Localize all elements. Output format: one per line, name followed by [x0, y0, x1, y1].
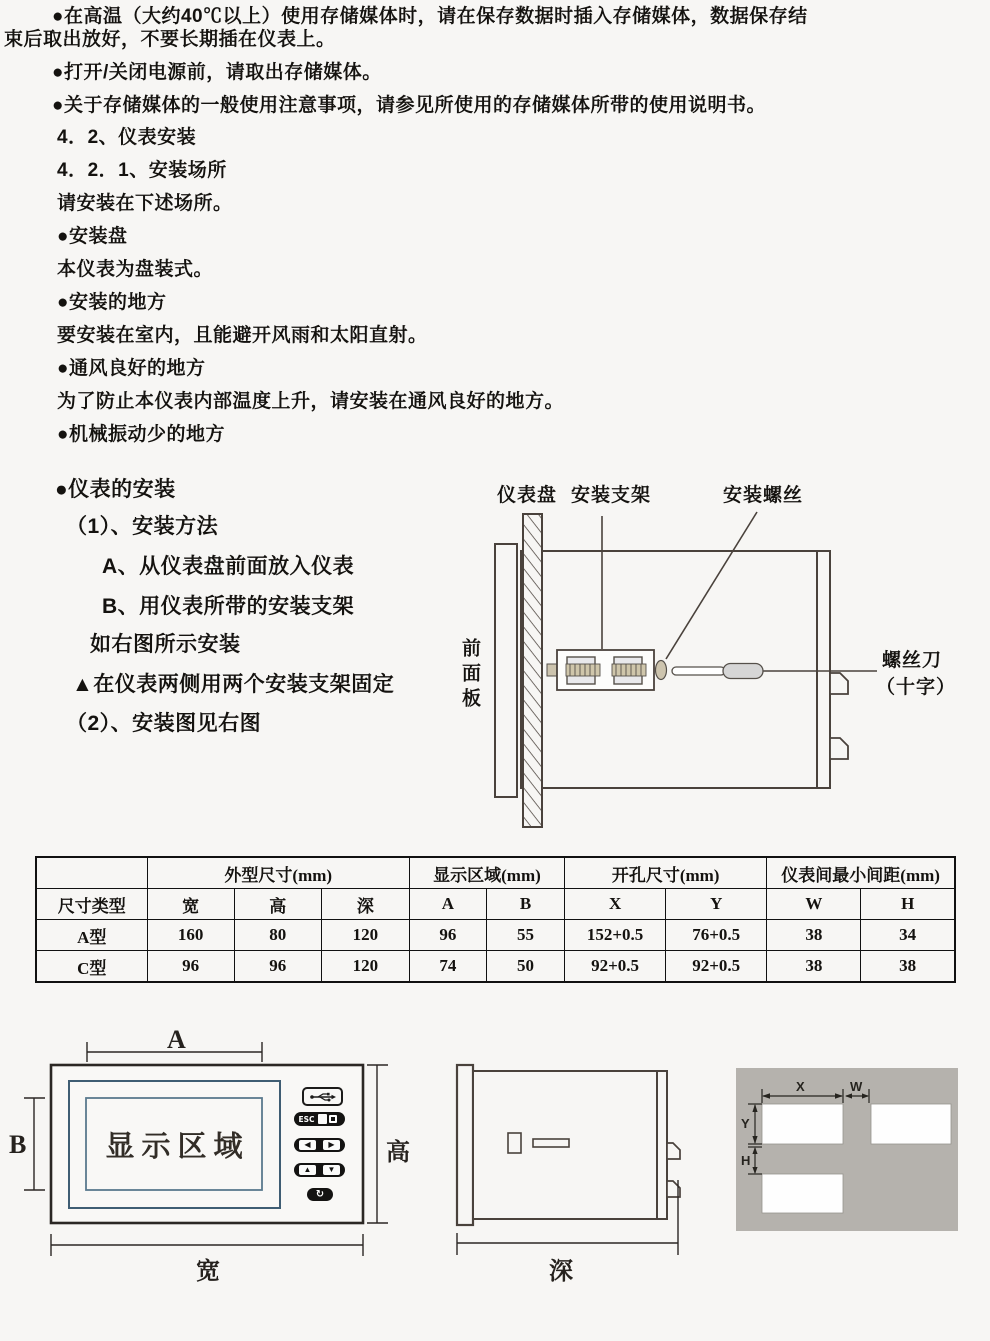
section-heading: 4．2、仪表安装 [57, 127, 197, 148]
col-group-spacing: 仪表间最小间距(mm) [767, 857, 955, 889]
table-corner-cell [36, 857, 147, 889]
text-line: 本仪表为盘装式。 [57, 259, 214, 280]
text-line: 如右图所示安装 [90, 633, 241, 656]
latch-tab [830, 673, 848, 694]
text-line: ●安装盘 [57, 226, 128, 247]
col-group-outline: 外型尺寸(mm) [147, 857, 409, 889]
enter-icon: ↻ [315, 1189, 325, 1200]
cell: 96 [147, 951, 234, 983]
text-line: ●通风良好的地方 [57, 358, 206, 379]
text-line: B、用仪表所带的安装支架 [102, 595, 355, 618]
cutout-hole [762, 1104, 843, 1144]
cell: 96 [409, 920, 486, 951]
dim-label-width: 宽 [196, 1259, 220, 1285]
up-arrow-icon: ▲ [299, 1165, 316, 1175]
text-line: ●安装的地方 [57, 292, 167, 313]
cutout-hole [762, 1174, 843, 1213]
cutout-hole [871, 1104, 951, 1144]
row-type: A型 [36, 920, 147, 951]
sub-header: B [486, 889, 564, 920]
dim-label-depth: 深 [549, 1259, 573, 1285]
mounting-screw-head [656, 661, 667, 680]
enter-button [307, 1188, 333, 1201]
cell: 74 [409, 951, 486, 983]
menu-square-icon [329, 1115, 337, 1123]
text-line: 束后取出放好，不要长期插在仪表上。 [4, 29, 336, 50]
dim-label-h: H [741, 1153, 751, 1168]
label-mounting-screw: 安装螺丝 [723, 485, 804, 506]
text-line: ●在高温（大约40℃以上）使用存储媒体时，请在保存数据时插入存储媒体，数据保存结 [52, 6, 808, 27]
usb-icon [309, 1092, 337, 1102]
text-line: （2）、安装图见右图 [66, 712, 262, 735]
size-type-header: 尺寸类型 [36, 889, 147, 920]
cell: 120 [321, 920, 409, 951]
right-arrow-icon: ▶ [323, 1140, 340, 1150]
text-line: ●打开/关闭电源前，请取出存储媒体。 [52, 62, 382, 83]
left-arrow-icon: ◀ [299, 1140, 316, 1150]
sub-header: 高 [234, 889, 321, 920]
table-row [36, 951, 955, 983]
dimension-table [35, 856, 956, 983]
label-screwdriver-type: （十字） [876, 677, 957, 698]
panel-hatch-bar [523, 514, 542, 827]
cell: 50 [486, 951, 564, 983]
cell: 38 [767, 951, 861, 983]
esc-menu-button-pair [294, 1112, 345, 1126]
col-group-display: 显示区域(mm) [409, 857, 564, 889]
label-screwdriver: 螺丝刀 [882, 650, 943, 671]
text-line: 请安装在下述场所。 [57, 193, 233, 214]
table-row [36, 920, 955, 951]
cell: 38 [861, 951, 955, 983]
cell: 76+0.5 [666, 920, 767, 951]
text-line: ●仪表的安装 [55, 478, 176, 501]
sub-header: W [767, 889, 861, 920]
row-type: C型 [36, 951, 147, 983]
esc-button: ESC [298, 1114, 315, 1124]
text-line: （1）、安装方法 [66, 515, 219, 538]
dim-label-w: W [850, 1079, 863, 1094]
sub-header: 宽 [147, 889, 234, 920]
cell: 120 [321, 951, 409, 983]
text-line: 为了防止本仪表内部温度上升，请安装在通风良好的地方。 [57, 391, 565, 412]
cell: 55 [486, 920, 564, 951]
col-group-cutout: 开孔尺寸(mm) [565, 857, 767, 889]
label-mounting-bracket: 安装支架 [571, 485, 652, 506]
section-heading: 4．2．1、安装场所 [57, 160, 227, 181]
usb-button [302, 1087, 343, 1106]
label-instrument-panel: 仪表盘 [497, 485, 558, 506]
cell: 34 [861, 920, 955, 951]
up-down-button-pair [294, 1163, 345, 1177]
sub-header: 深 [321, 889, 409, 920]
text-line: ●关于存储媒体的一般使用注意事项，请参见所使用的存储媒体所带的使用说明书。 [52, 95, 766, 116]
text-line: 要安装在室内，且能避开风雨和太阳直射。 [57, 325, 428, 346]
cell: 160 [147, 920, 234, 951]
latch-tab [667, 1143, 680, 1159]
side-view-drawing [445, 1030, 690, 1285]
mounting-bracket [547, 650, 667, 690]
display-area-label: 显示区域 [105, 1130, 250, 1163]
dim-label-b: B [9, 1130, 27, 1159]
label-front-panel: 前面板 [459, 638, 480, 713]
sub-header: A [409, 889, 486, 920]
dim-label-x: X [796, 1079, 805, 1094]
cell: 92+0.5 [565, 951, 666, 983]
front-panel-rect [495, 544, 517, 797]
pill-gap [318, 1114, 327, 1124]
dim-label-y: Y [741, 1116, 750, 1131]
dim-label-height: 高 [386, 1140, 410, 1166]
down-arrow-icon: ▼ [323, 1165, 340, 1175]
cell: 92+0.5 [666, 951, 767, 983]
left-right-button-pair [294, 1138, 345, 1152]
sub-header: Y [666, 889, 767, 920]
latch-tab [830, 738, 848, 759]
sub-header: X [565, 889, 666, 920]
cell: 152+0.5 [565, 920, 666, 951]
dim-label-a: A [167, 1025, 186, 1054]
cell: 38 [767, 920, 861, 951]
text-line: ●机械振动少的地方 [57, 424, 225, 445]
cell: 80 [234, 920, 321, 951]
panel-cutout-drawing [730, 1062, 965, 1237]
sub-header: H [861, 889, 955, 920]
text-line: ▲在仪表两侧用两个安装支架固定 [72, 673, 395, 696]
cell: 96 [234, 951, 321, 983]
text-line: A、从仪表盘前面放入仪表 [102, 555, 355, 578]
